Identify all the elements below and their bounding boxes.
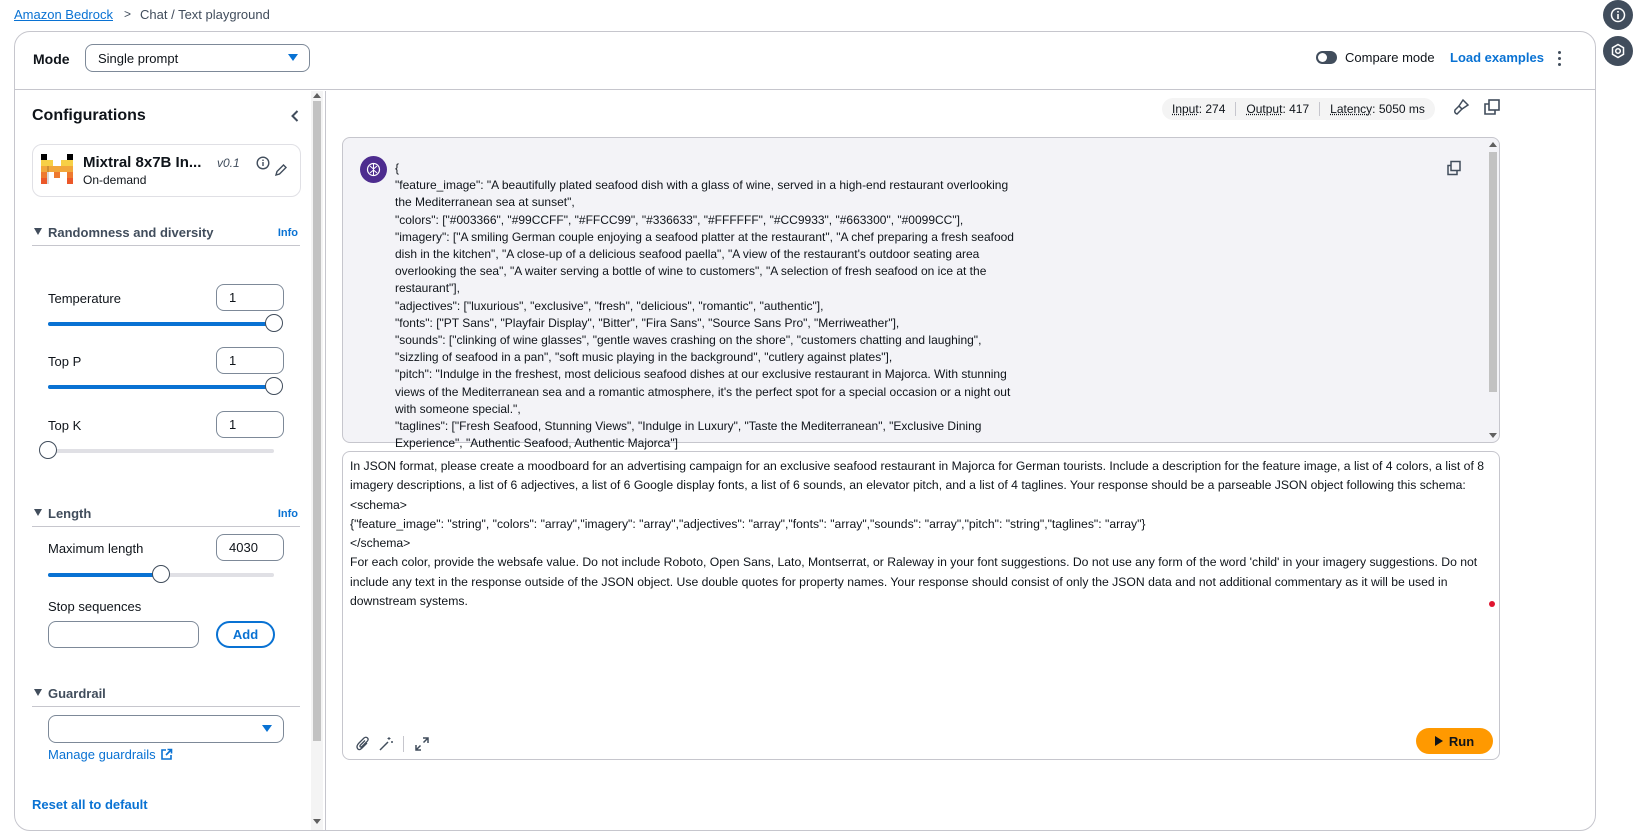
scroll-down-icon[interactable] (313, 819, 321, 824)
randomness-title: Randomness and diversity (48, 225, 214, 240)
response-text: { "feature_image": "A beautifully plated seafood dish with a glass of wine, served in a high-end restaurant overlooking the Mediterranean sea at sunset", "colors": ["#003366", "#99CCFF", "#FFCC99", "#336633", "#FFFFFF", "#CC9933", "#663300", "#0099CC"], "imagery": ["A smiling German couple enjoying a seafood platter at the restaurant", "A chef preparing a fresh seafood dish in the kitchen", "A close-up of a delicious seafood paella", "A view of the restaurant's outdoor seating area overlooking the sea", "A waiter serving a bottle of wine to customers", "A selection of fresh seafood on ice at the restaurant"], "adjectives": ["luxurious", "exclusive", "fresh", "delicious", "romantic", "authentic"], "fonts": ["PT Sans", "Playfair Display", "Bitter", "Fira Sans", "Source Sans Pro", "Merriweather"], "sounds": ["clinking of wine glasses", "gentle waves crashing on the shore", "customers chatting and laughing", "sizzling of seafood in a pan", "soft music playing in the background", "cutlery against plates"], "pitch": "Indulge in the freshest, most delicious seafood dishes at our exclusive restaurant in Majorca. With stunning views of the Mediterranean sea and a romantic atmosphere, it's the perfect spot for a special occasion or a night out with someone special.", "taglines": ["Fresh Seafood, Stunning Views", "Indulge in Luxury", "Taste the Mediterranean", "Exclusive Dining Experience", "Authentic Seafood, Authentic Majorca"] (395, 161, 1014, 451)
chevron-right-icon: > (124, 7, 132, 21)
error-dot (1489, 601, 1495, 607)
external-link-icon (160, 748, 173, 761)
prompt-input[interactable] (342, 451, 1500, 760)
scrollbar-thumb[interactable] (1489, 152, 1497, 392)
response-scrollbar[interactable] (1487, 138, 1499, 442)
caret-down-icon (34, 228, 42, 235)
top-p-label: Top P (48, 354, 82, 369)
configurations-panel (15, 91, 311, 830)
slider-thumb[interactable] (265, 314, 283, 332)
copy-icon[interactable] (1483, 98, 1501, 116)
temperature-slider[interactable] (48, 322, 274, 326)
configurations-title: Configurations (32, 107, 146, 124)
output-tokens-metric (1246, 102, 1309, 116)
manage-guardrails-link[interactable] (48, 747, 173, 762)
latency-label: Latency (1330, 102, 1373, 116)
brain-icon (365, 161, 382, 178)
temperature-input[interactable]: 1 (216, 284, 284, 311)
config-scrollbar[interactable] (311, 91, 323, 830)
settings-icon (1610, 43, 1626, 59)
top-k-input[interactable]: 1 (216, 411, 284, 438)
response-panel (342, 137, 1500, 451)
pencil-icon[interactable] (274, 163, 288, 177)
mode-select[interactable] (85, 44, 310, 72)
slider-fill (48, 385, 274, 389)
scroll-up-icon[interactable] (313, 93, 321, 98)
compare-mode-toggle[interactable] (1316, 51, 1337, 64)
model-version: v0.1 (217, 156, 240, 170)
top-k-slider[interactable] (48, 449, 274, 453)
metrics-bar (1162, 98, 1435, 120)
max-length-label: Maximum length (48, 541, 144, 556)
scroll-up-icon[interactable] (1489, 142, 1497, 147)
run-label: Run (1448, 733, 1475, 749)
breadcrumb-current: Chat / Text playground (140, 6, 270, 22)
slider-thumb[interactable] (39, 441, 57, 459)
top-k-label: Top K (48, 418, 82, 433)
mode-select-value: Single prompt (98, 50, 179, 66)
info-icon (1610, 7, 1626, 23)
input-value: : 274 (1198, 102, 1226, 116)
mode-bar (15, 32, 1595, 90)
stop-sequence-input[interactable] (48, 621, 199, 648)
scroll-down-icon[interactable] (1489, 433, 1497, 438)
length-info-link[interactable]: Info (277, 508, 298, 520)
breadcrumb (14, 5, 270, 23)
input-tokens-metric (1172, 102, 1225, 116)
magic-wand-icon[interactable] (378, 736, 394, 752)
randomness-section-header[interactable] (32, 224, 300, 246)
caret-down-icon (34, 509, 42, 516)
manage-guardrails-label: Manage guardrails (48, 747, 156, 762)
mistral-logo-icon (41, 154, 73, 184)
latency-metric (1330, 102, 1425, 116)
expand-icon[interactable] (414, 736, 430, 752)
toolbar-separator (403, 736, 404, 752)
compare-mode[interactable] (1316, 50, 1435, 65)
length-section-header[interactable] (32, 505, 300, 527)
info-panel-button[interactable] (1603, 0, 1633, 30)
paperclip-icon[interactable] (355, 736, 371, 752)
caret-down-icon (262, 725, 272, 732)
length-title: Length (48, 506, 92, 521)
latency-value: : 5050 ms (1372, 102, 1425, 116)
max-length-slider[interactable] (48, 573, 274, 577)
top-p-input[interactable]: 1 (216, 347, 284, 374)
model-avatar (360, 156, 387, 183)
load-examples-button[interactable]: Load examples (1450, 50, 1544, 65)
output-label: Output (1246, 102, 1283, 116)
top-p-slider[interactable] (48, 385, 274, 389)
settings-panel-button[interactable] (1603, 36, 1633, 66)
slider-fill (48, 573, 161, 577)
guardrail-select[interactable] (48, 715, 284, 743)
compare-mode-label: Compare mode (1345, 50, 1435, 65)
run-button[interactable] (1416, 728, 1493, 754)
model-name: Mixtral 8x7B In... (83, 154, 202, 171)
metric-separator (1235, 102, 1236, 116)
caret-down-icon (288, 54, 298, 61)
info-circle-icon[interactable] (256, 156, 270, 170)
prompt-text[interactable]: In JSON format, please create a moodboard for an advertising campaign for an exclusive seafood restaurant in Majorca for German tourists. Include a description for the feature image, a list of 4 colors, a list of 8 imagery descriptions, a list of 6 adjectives, a list of 6 Google display fonts, a list of 6 sounds, an elevator pitch, and a list of 4 taglines. Your response should be a parseable JSON object following this schema: <schema> {"feature_image": "string", "colors": "array","imagery": "array","adjectives": "array","fonts": "array","sounds": "array","pitch": "string","taglines": "array"} </schema> For each color, provide the websafe value. Do not include Roboto, Open Sans, Lato, Montserrat, or Raleway in your font suggestions. Do not use any form of the word 'child' in your imagery suggestions. Do not include any text in the response outside of the JSON object. Use double quotes for property names. Your response should consist of only the JSON data and not additional commentary as it will be used in downstream systems. (350, 459, 1485, 609)
model-card (32, 144, 301, 197)
mode-label: Mode (33, 51, 70, 67)
metric-separator (1319, 102, 1320, 116)
guardrail-title: Guardrail (48, 686, 106, 701)
input-label: Input (1172, 102, 1199, 116)
play-icon (1435, 736, 1443, 746)
temperature-label: Temperature (48, 291, 121, 306)
output-value: : 417 (1282, 102, 1310, 116)
max-length-input[interactable]: 4030 (216, 534, 284, 561)
panel-divider (325, 91, 326, 830)
randomness-info-link[interactable]: Info (277, 227, 298, 239)
kebab-icon[interactable] (1549, 48, 1569, 68)
stop-sequences-label: Stop sequences (48, 599, 142, 614)
slider-thumb[interactable] (265, 377, 283, 395)
chevron-left-icon[interactable] (289, 109, 301, 123)
brush-icon[interactable] (1452, 98, 1470, 116)
slider-thumb[interactable] (152, 565, 170, 583)
add-stop-sequence-button[interactable]: Add (216, 621, 275, 648)
playground-container (14, 31, 1596, 831)
slider-fill (48, 322, 274, 326)
guardrail-section-header[interactable] (32, 685, 300, 707)
copy-icon[interactable] (1446, 160, 1462, 176)
caret-down-icon (34, 689, 42, 696)
reset-to-default-link[interactable]: Reset all to default (32, 797, 148, 812)
model-throughput: On-demand (83, 173, 147, 187)
breadcrumb-amazon-bedrock[interactable]: Amazon Bedrock (14, 6, 113, 22)
scrollbar-thumb[interactable] (313, 101, 321, 741)
